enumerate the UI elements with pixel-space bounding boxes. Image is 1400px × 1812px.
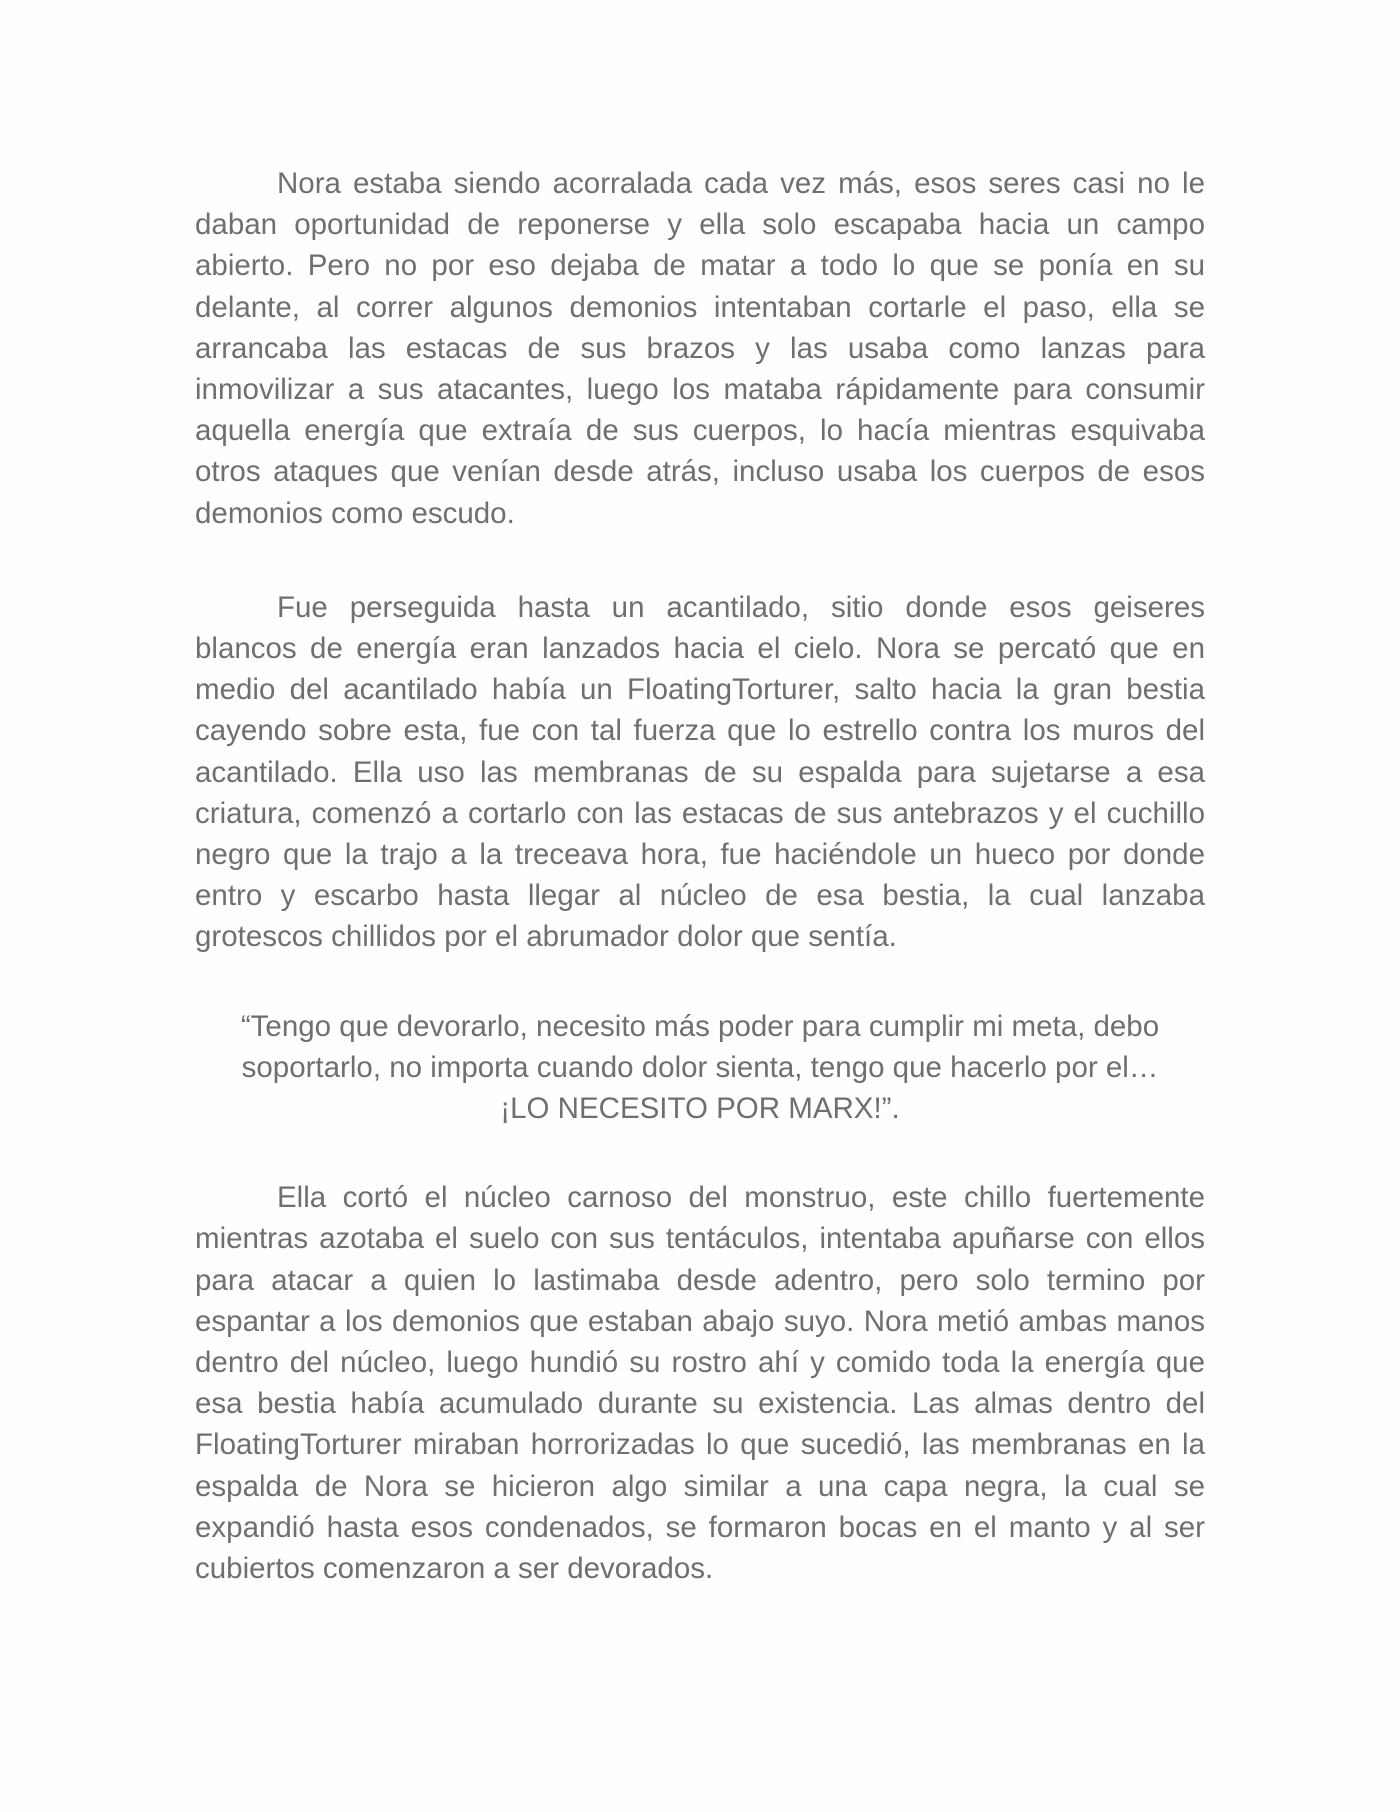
paragraph-spacer [195, 534, 1205, 587]
paragraph-spacer [195, 958, 1205, 1006]
paragraph-3: Ella cortó el núcleo carnoso del monstruo, este chillo fuertemente mientras azotaba el suelo con sus tentáculos, intentaba apuñarse con ellos para atacar a quien lo lastimaba desde adentro, pero solo termino por espantar a los demonios que estaban abajo suyo. Nora metió ambas manos dentro del núcleo, luego hundió su rostro ahí y comido toda la energía que esa bestia había acumulado durante su existencia. Las almas dentro del FloatingTorturer miraban horrorizadas lo que sucedió, las membranas en la espalda de Nora se hicieron algo similar a una capa negra, la cual se expandió hasta esos condenados, se formaron bocas en el manto y al ser cubiertos comenzaron a ser devorados. [195, 1181, 1205, 1586]
document-page [195, 163, 1205, 1589]
quote-paragraph: “Tengo que devorarlo, necesito más poder para cumplir mi meta, debo soportarlo, no importa cuando dolor sienta, tengo que hacerlo por el… ¡LO NECESITO POR MARX!”. [240, 1009, 1160, 1126]
paragraph-2: Fue perseguida hasta un acantilado, sitio donde esos geiseres blancos de energía eran lanzados hacia el cielo. Nora se percató que en medio del acantilado había un FloatingTorturer, salto hacia la gran bestia cayendo sobre esta, fue con tal fuerza que lo estrello contra los muros del acantilado. Ella uso las membranas de su espalda para sujetarse a esa criatura, comenzó a cortarlo con las estacas de sus antebrazos y el cuchillo negro que la trajo a la treceava hora, fue haciéndole un hueco por donde entro y escarbo hasta llegar al núcleo de esa bestia, la cual lanzaba grotescos chillidos por el abrumador dolor que sentía. [195, 590, 1205, 954]
paragraph-spacer [195, 1129, 1205, 1177]
paragraph-1: Nora estaba siendo acorralada cada vez más, esos seres casi no le daban oportunidad de reponerse y ella solo escapaba hacia un campo abierto. Pero no por eso dejaba de matar a todo lo que se ponía en su delante, al correr algunos demonios intentaban cortarle el paso, ella se arrancaba las estacas de sus brazos y las usaba como lanzas para inmovilizar a sus atacantes, luego los mataba rápidamente para consumir aquella energía que extraía de sus cuerpos, lo hacía mientras esquivaba otros ataques que venían desde atrás, incluso usaba los cuerpos de esos demonios como escudo. [195, 167, 1205, 530]
